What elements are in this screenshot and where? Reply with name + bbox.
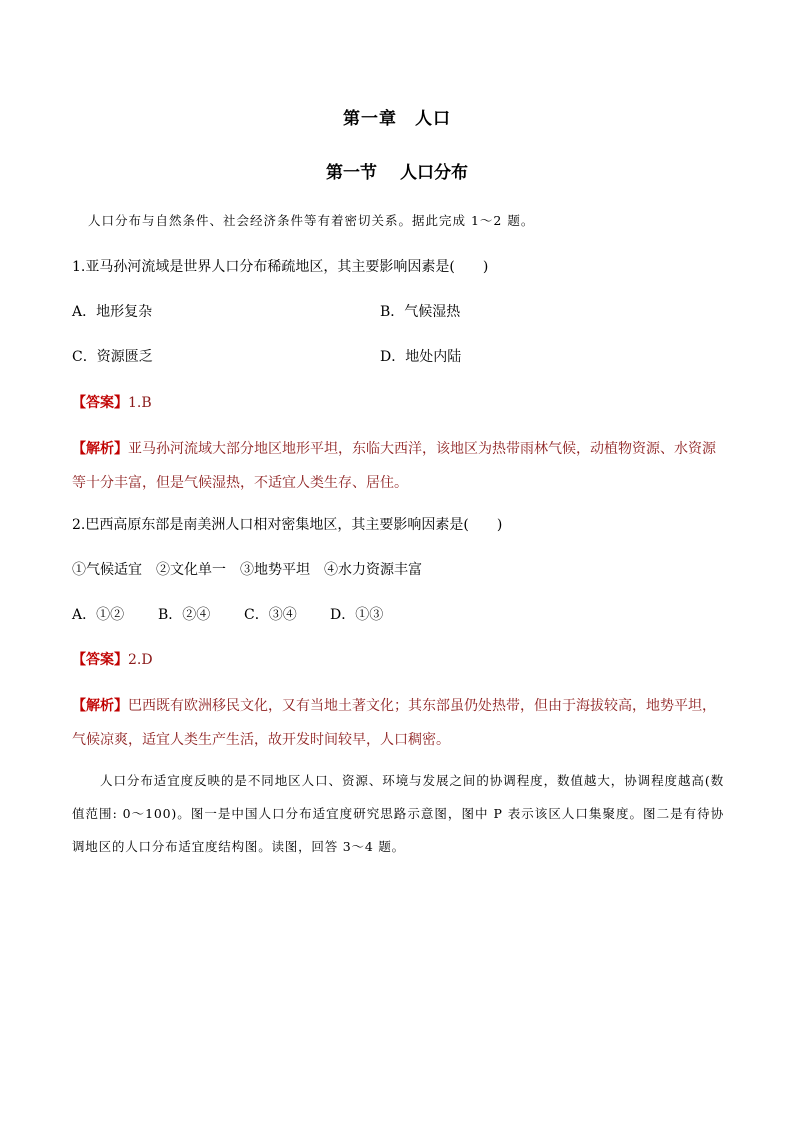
q1-option-c: C．资源匮乏: [72, 349, 153, 365]
q2-option-a: A．①②: [72, 607, 125, 623]
q2-option-b: B．②④: [158, 607, 211, 623]
question-1-stem: 1.亚马孙河流域是世界人口分布稀疏地区，其主要影响因素是( ): [72, 259, 489, 275]
analysis-tag: 【解析】: [72, 441, 128, 457]
answer-value: 1.B: [128, 395, 152, 411]
answer-tag: 【答案】: [72, 395, 128, 411]
q1-option-a: A．地形复杂: [72, 304, 153, 320]
material-paragraph: 人口分布适宜度反映的是不同地区人口、资源、环境与发展之间的协调程度，数值越大，协调程度越高(数值范围: 0～100)。图一是中国人口分布适宜度研究思路示意图，图中 P 表示该区人口集聚度。图二是有待协调地区的人口分布适宜度结构图。读图，回答 3～4 题。: [72, 773, 724, 854]
question-2-stem: 2.巴西高原东部是南美洲人口相对密集地区，其主要影响因素是( ): [72, 517, 503, 533]
q1-option-d: D．地处内陆: [380, 349, 462, 365]
factor-item: ②文化单一: [156, 562, 226, 578]
chapter-title: 第一章 人口: [343, 109, 451, 129]
q2-option-c: C．③④: [244, 607, 297, 623]
factor-item: ③地势平坦: [240, 562, 310, 578]
answer-tag: 【答案】: [72, 652, 128, 668]
q1-answer: [72, 393, 152, 413]
factor-item: ①气候适宜: [72, 562, 142, 578]
factor-item: ④水力资源丰富: [324, 562, 422, 578]
q2-answer: [72, 650, 153, 670]
q2-option-d: D．①③: [330, 607, 384, 623]
q1-analysis: [72, 432, 724, 500]
analysis-text: 亚马孙河流域大部分地区地形平坦，东临大西洋，该地区为热带雨林气候，动植物资源、水资源等十分丰富，但是气候湿热，不适宜人类生存、居住。: [72, 441, 716, 491]
intro-text: 人口分布与自然条件、社会经济条件等有着密切关系。据此完成 1～2 题。: [88, 213, 535, 228]
section-title: 第一节 人口分布: [326, 163, 468, 183]
q2-factors: [72, 560, 422, 580]
analysis-tag: 【解析】: [72, 698, 128, 714]
analysis-text: 巴西既有欧洲移民文化，又有当地土著文化；其东部虽仍处热带，但由于海拔较高，地势平坦，气候凉爽，适宜人类生产生活，故开发时间较早，人口稠密。: [72, 698, 716, 748]
answer-value: 2.D: [128, 652, 153, 668]
q1-option-b: B．气候湿热: [380, 304, 461, 320]
q2-analysis: [72, 689, 724, 757]
